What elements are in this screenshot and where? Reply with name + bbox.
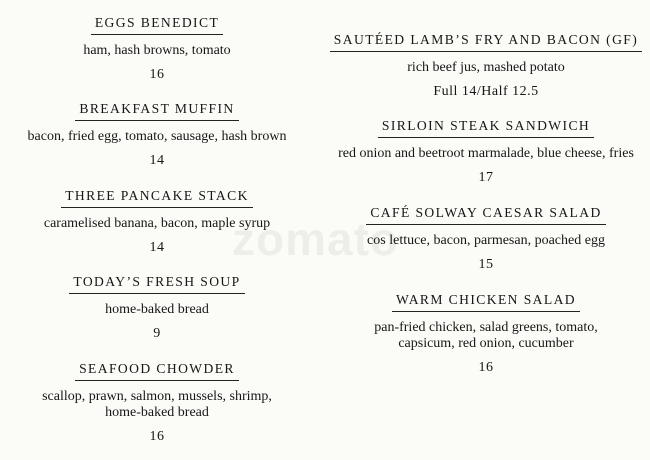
menu-item-warm-chicken-salad <box>322 291 650 376</box>
menu-item-breakfast-muffin <box>0 100 314 169</box>
item-description: pan-fried chicken, salad greens, tomato, capsicum, red onion, cucumber <box>374 320 598 351</box>
menu-item-cafe-solway-caesar-salad <box>322 204 650 273</box>
item-price: 14 <box>149 153 165 168</box>
item-description: cos lettuce, bacon, parmesan, poached egg <box>367 233 605 248</box>
menu-item-todays-fresh-soup <box>0 273 314 342</box>
item-description: caramelised banana, bacon, maple syrup <box>43 216 271 231</box>
item-title: WARM CHICKEN SALAD <box>392 291 580 312</box>
item-description: bacon, fried egg, tomato, sausage, hash brown <box>27 129 287 144</box>
item-description: red onion and beetroot marmalade, blue cheese, fries <box>338 146 634 161</box>
item-title: SAUTÉED LAMB’S FRY AND BACON (GF) <box>330 31 642 52</box>
item-title: EGGS BENEDICT <box>91 14 223 35</box>
item-price: 9 <box>153 326 161 341</box>
menu-item-seafood-chowder <box>0 360 314 445</box>
item-price: 16 <box>149 67 165 82</box>
menu-item-sauteed-lambs-fry <box>322 31 650 100</box>
item-price: 16 <box>149 429 165 444</box>
item-price: Full 14/Half 12.5 <box>433 84 539 99</box>
item-price: 17 <box>478 170 494 185</box>
item-description: scallop, prawn, salmon, mussels, shrimp, home-baked bread <box>42 389 272 420</box>
item-description: ham, hash browns, tomato <box>83 43 231 58</box>
item-price: 14 <box>149 240 165 255</box>
item-price: 15 <box>478 257 494 272</box>
item-description: home-baked bread <box>105 302 209 317</box>
item-price: 16 <box>478 360 494 375</box>
item-title: SEAFOOD CHOWDER <box>75 360 239 381</box>
item-title: SIRLOIN STEAK SANDWICH <box>378 117 594 138</box>
watermark: zomato <box>232 213 399 265</box>
menu-item-three-pancake-stack <box>0 187 314 256</box>
menu-item-sirloin-steak-sandwich <box>322 117 650 186</box>
item-description: rich beef jus, mashed potato <box>407 60 565 75</box>
item-title: CAFÉ SOLWAY CAESAR SALAD <box>366 204 605 225</box>
item-title: BREAKFAST MUFFIN <box>75 100 238 121</box>
item-title: THREE PANCAKE STACK <box>61 187 253 208</box>
item-title: TODAY’S FRESH SOUP <box>69 273 244 294</box>
menu-item-eggs-benedict <box>0 14 314 83</box>
